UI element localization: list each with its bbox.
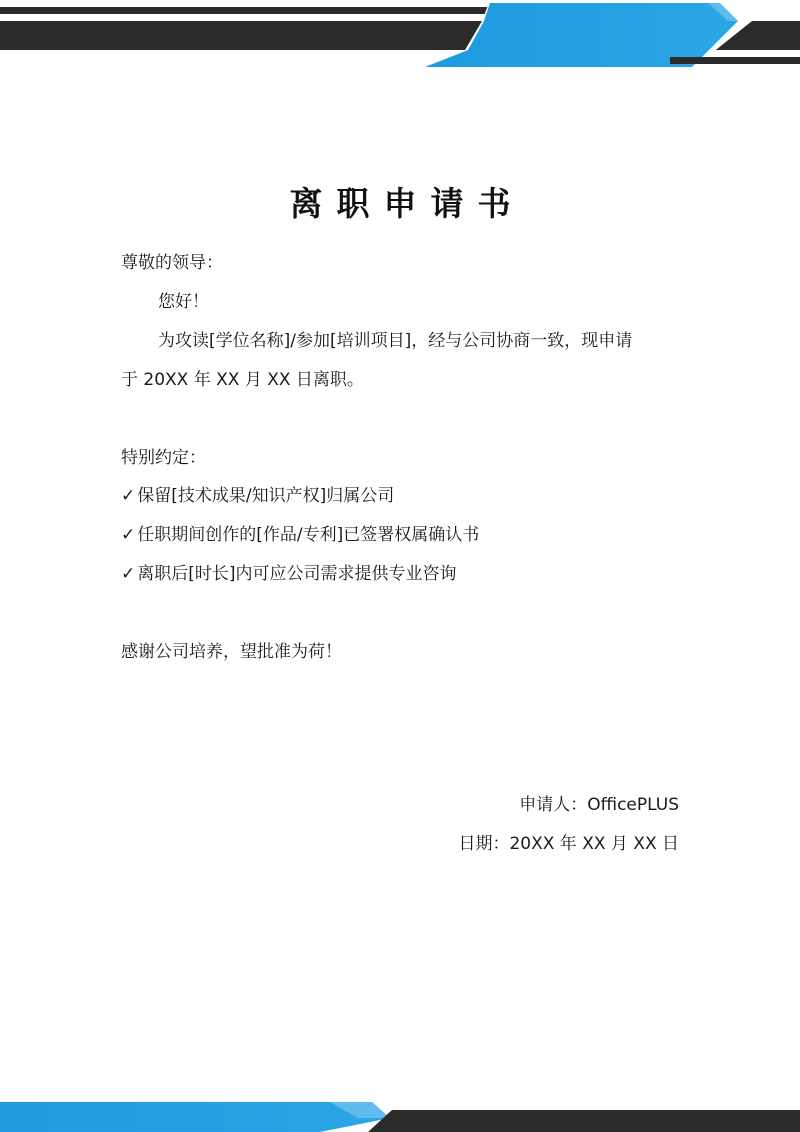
greeting: 您好！ — [158, 292, 209, 312]
special-terms-heading: 特别约定： — [121, 448, 206, 468]
applicant-signature: 申请人：OfficePLUS — [519, 795, 679, 815]
header-decoration — [0, 0, 800, 72]
closing-line: 感谢公司培养，望批准为荷！ — [121, 642, 342, 662]
term-item — [121, 520, 479, 545]
document-title: 离职申请书 — [289, 184, 525, 223]
checkmark-icon: ✓ — [121, 525, 136, 545]
footer-decoration — [0, 1082, 800, 1132]
term-text: 保留[技术成果/知识产权]归属公司 — [137, 486, 395, 506]
term-item — [121, 559, 457, 584]
term-item — [121, 481, 394, 506]
body-line-1: 为攻读[学位名称]/参加[培训项目]，经与公司协商一致，现申请 — [158, 331, 633, 351]
salutation: 尊敬的领导： — [121, 253, 223, 273]
checkmark-icon: ✓ — [121, 564, 136, 584]
term-text: 任职期间创作的[作品/专利]已签署权属确认书 — [137, 525, 480, 545]
body-line-2: 于 20XX 年 XX 月 XX 日离职。 — [121, 370, 364, 390]
term-text: 离职后[时长]内可应公司需求提供专业咨询 — [137, 564, 457, 584]
checkmark-icon: ✓ — [121, 486, 136, 506]
application-date: 日期：20XX 年 XX 月 XX 日 — [458, 834, 679, 854]
